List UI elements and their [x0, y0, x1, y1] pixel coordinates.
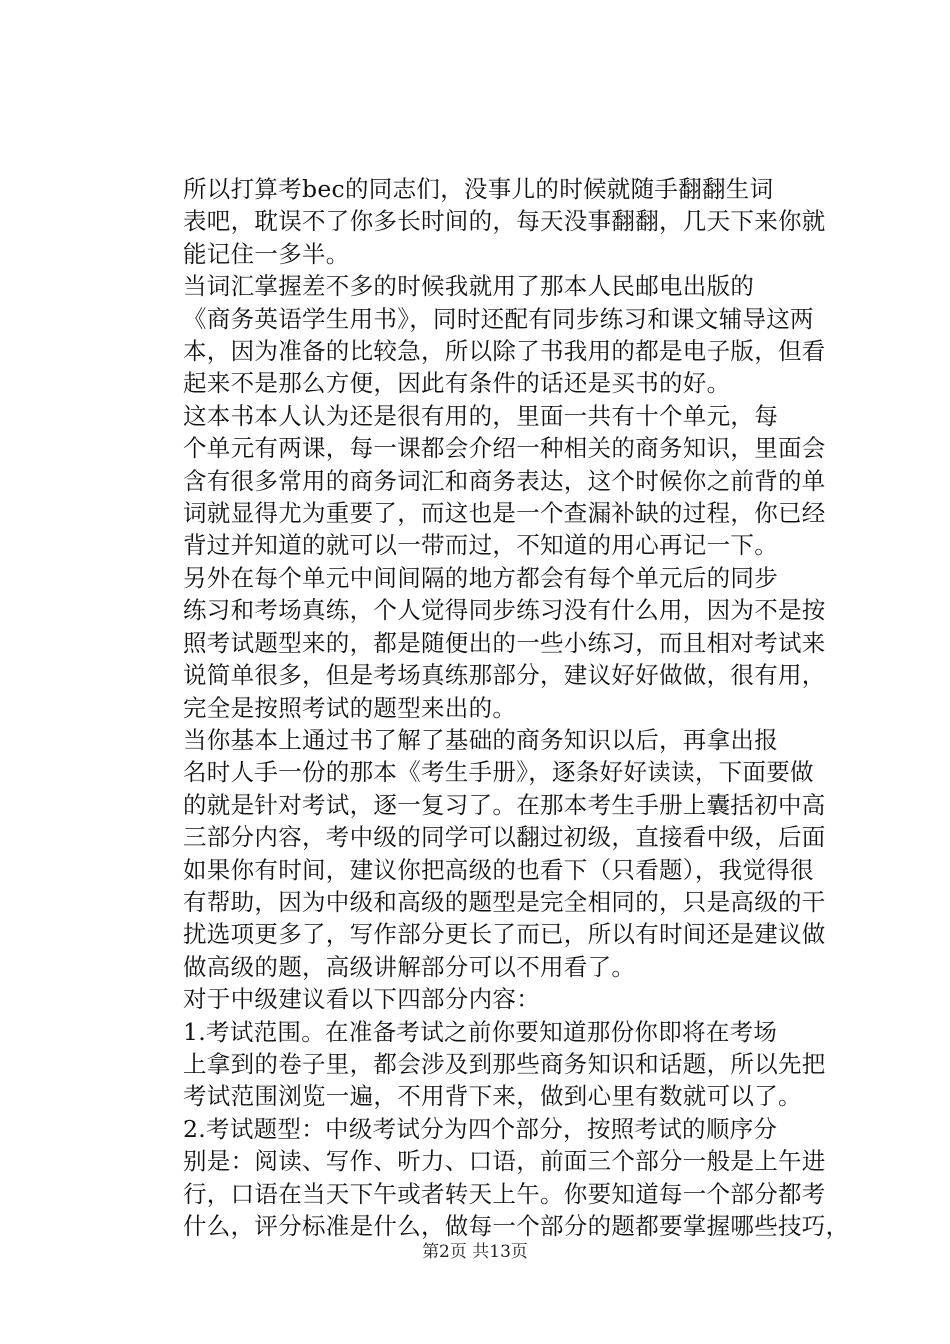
paragraph: [133, 1016, 833, 1113]
text-line: 照考试题型来的，都是随便出的一些小练习，而且相对考试来: [183, 628, 826, 657]
text-line: 本，因为准备的比较急，所以除了书我用的都是电子版，但看: [183, 337, 826, 366]
text-line: 1.考试范围。在准备考试之前你要知道那份你即将在考场: [183, 1017, 778, 1046]
document-body: [133, 173, 850, 1242]
text-line: 扰选项更多了，写作部分更长了而已，所以有时间还是建议做: [183, 920, 826, 949]
text-line: 所以打算考bec的同志们，没事儿的时候就随手翻翻生词: [183, 175, 774, 203]
text-line: 个单元有两课，每一课都会介绍一种相关的商务知识，里面会: [183, 434, 826, 463]
paragraph: [133, 562, 833, 724]
text-line: 能记住一多半。: [183, 239, 350, 268]
text-line: 做高级的题，高级讲解部分可以不用看了。: [183, 952, 636, 981]
text-line: 考试范围浏览一遍，不用背下来，做到心里有数就可以了。: [183, 1082, 802, 1111]
text-line: 练习和考场真练，个人觉得同步练习没有什么用，因为不是按: [183, 596, 826, 625]
text-line: 背过并知道的就可以一带而过，不知道的用心再记一下。: [183, 531, 778, 560]
paragraph: [133, 1113, 850, 1243]
text-line: 别是：阅读、写作、听力、口语，前面三个部分一般是上午进: [183, 1147, 826, 1176]
text-line: 三部分内容，考中级的同学可以翻过初级，直接看中级，后面: [183, 823, 826, 852]
text-line: 说简单很多，但是考场真练那部分，建议好好做做，很有用，: [183, 661, 826, 690]
paragraph: [133, 173, 833, 270]
text-line: 表吧，耽误不了你多长时间的，每天没事翻翻，几天下来你就: [183, 207, 826, 236]
text-line: 词就显得尤为重要了，而这也是一个查漏补缺的过程，你已经: [183, 499, 826, 528]
text-line: 《商务英语学生用书》，同时还配有同步练习和课文辅导这两: [183, 304, 814, 333]
text-line: 起来不是那么方便，因此有条件的话还是买书的好。: [183, 369, 731, 398]
paragraph: [133, 983, 833, 1015]
text-line: 什么，评分标准是什么，做每一个部分的题都要掌握哪些技巧，: [183, 1212, 850, 1240]
text-line: 这本书本人认为还是很有用的，里面一共有十个单元，每: [183, 401, 778, 430]
text-line: 含有很多常用的商务词汇和商务表达，这个时候你之前背的单: [183, 466, 826, 495]
text-line: 的就是针对考试，逐一复习了。在那本考生手册上囊括初中高: [183, 790, 826, 819]
text-line: 另外在每个单元中间间隔的地方都会有每个单元后的同步: [183, 563, 778, 592]
page-footer: 第2页 共13页: [422, 1242, 528, 1262]
paragraph: [133, 400, 833, 562]
paragraph: [133, 270, 833, 400]
text-line: 当词汇掌握差不多的时候我就用了那本人民邮电出版的: [183, 272, 755, 301]
text-line: 完全是按照考试的题型来出的。: [183, 693, 517, 722]
text-line: 对于中级建议看以下四部分内容：: [183, 985, 540, 1014]
text-line: 行，口语在当天下午或者转天上午。你要知道每一个部分都考: [183, 1179, 826, 1208]
text-line: 名时人手一份的那本《考生手册》，逐条好好读读，下面要做: [183, 758, 814, 787]
text-line: 上拿到的卷子里，都会涉及到那些商务知识和话题，所以先把: [183, 1049, 826, 1078]
text-line: 当你基本上通过书了解了基础的商务知识以后，再拿出报: [183, 725, 778, 754]
text-line: 2.考试题型：中级考试分为四个部分，按照考试的顺序分: [183, 1114, 778, 1143]
paragraph: [133, 724, 833, 983]
text-line: 如果你有时间，建议你把高级的也看下（只看题），我觉得很: [183, 855, 814, 884]
text-line: 有帮助，因为中级和高级的题型是完全相同的，只是高级的干: [183, 887, 826, 916]
